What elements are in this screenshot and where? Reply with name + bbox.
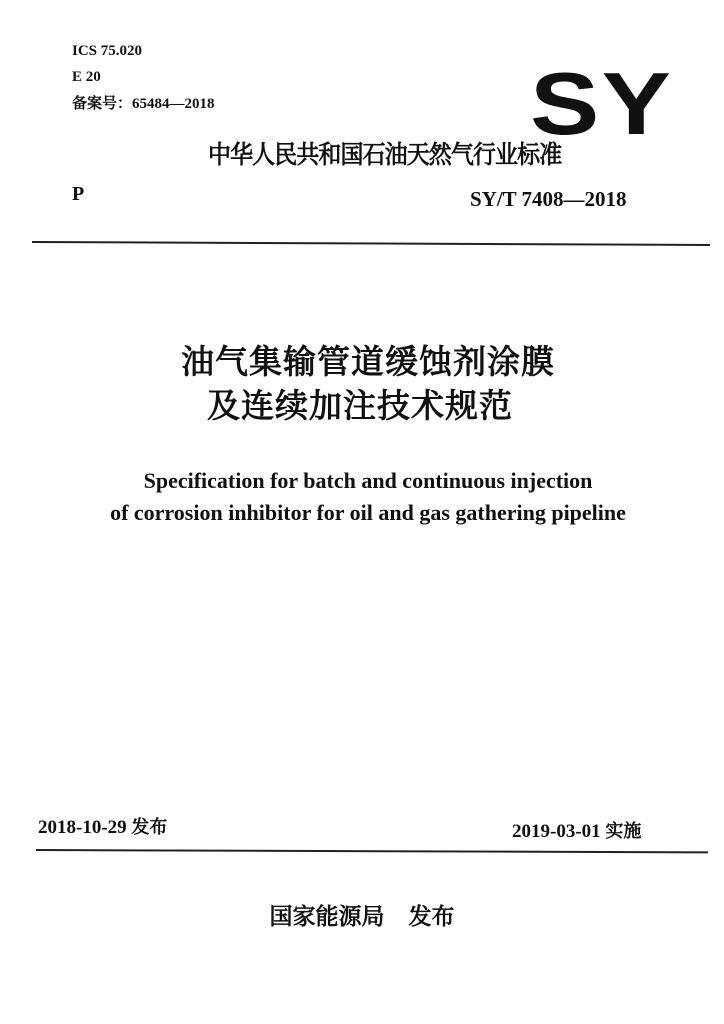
effective-date-value: 2019-03-01 <box>512 821 601 842</box>
category-letter: P <box>72 183 85 205</box>
standard-code: SY/T 7408—2018 <box>470 187 627 211</box>
publisher-name: 国家能源局 <box>269 904 385 930</box>
header-divider <box>32 241 710 246</box>
ics-code: ICS 75.020 <box>72 43 143 59</box>
sy-logo: SY <box>530 54 674 153</box>
issue-date-value: 2018-10-29 <box>38 817 127 838</box>
filing-number <box>72 94 215 113</box>
filing-value: 65484—2018 <box>132 96 215 112</box>
english-title-line-2: of corrosion inhibitor for oil and gas gathering pipeline <box>110 500 626 525</box>
chinese-title-line-2: 及连续加注技术规范 <box>207 386 513 425</box>
effective-label: 实施 <box>605 821 642 842</box>
issue-date <box>38 816 167 840</box>
footer-divider <box>36 849 708 853</box>
effective-date <box>512 820 641 844</box>
publisher <box>0 902 724 932</box>
filing-label: 备案号： <box>72 94 133 112</box>
english-title-line-1: Specification for batch and continuous injection <box>143 468 593 493</box>
industry-standard-title: 中华人民共和国石油天然气行业标准 <box>208 140 562 169</box>
publisher-action: 发布 <box>408 904 455 930</box>
chinese-title-line-1: 油气集输管道缓蚀剂涂膜 <box>181 342 555 381</box>
issue-label: 发布 <box>131 817 168 838</box>
clc-code: E 20 <box>72 69 101 85</box>
